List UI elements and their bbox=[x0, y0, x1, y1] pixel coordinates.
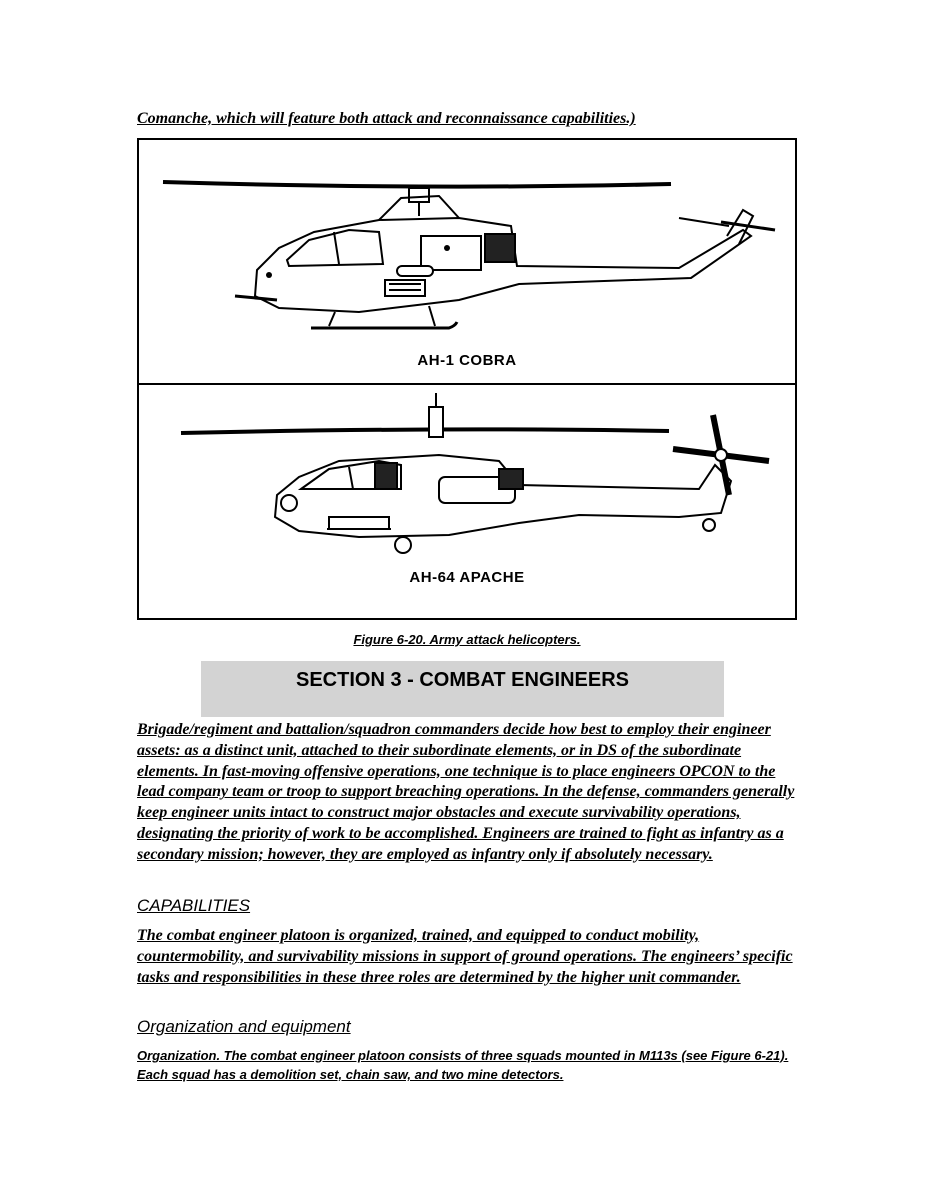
section-header bbox=[201, 661, 724, 717]
cobra-illustration bbox=[139, 140, 795, 383]
section-title: SECTION 3 - COMBAT ENGINEERS bbox=[296, 668, 629, 691]
figure-helicopters bbox=[137, 138, 797, 620]
figure-panel-apache bbox=[139, 385, 795, 618]
organization-heading: Organization and equipment bbox=[137, 1017, 351, 1036]
intro-paragraph: Brigade/regiment and battalion/squadron commanders decide how best to employ their engineer assets: as a distinct unit, attached to their subordinate elements, or in DS of the subordinate elements. In fast-moving offensive operations, one technique is to place engineers OPCON to the lead company team or troop to support breaching operations. In the defense, commanders generally keep engineer units intact to construct major obstacles and execute survivability operations, designating the priority of work to be accomplished. Engineers are trained to fight as infantry as a secondary mission; however, they are employed as infantry only if absolutely necessary. bbox=[137, 721, 795, 863]
organization-paragraph: Organization. The combat engineer platoon consists of three squads mounted in M113s (see Figure 6-21). Each squad has a demolition set, chain saw, and two mine detectors. bbox=[137, 1048, 789, 1082]
capabilities-heading: CAPABILITIES bbox=[137, 896, 251, 915]
cobra-label: AH-1 COBRA bbox=[417, 352, 517, 369]
figure-panel-cobra bbox=[139, 140, 795, 385]
capabilities-paragraph: The combat engineer platoon is organized, trained, and equipped to conduct mobility, countermobility, and survivability missions in support of ground operations. The engineers’ specific tasks and responsibilities in these three roles are determined by the higher unit commander. bbox=[137, 927, 793, 986]
figure-caption: Figure 6-20. Army attack helicopters. bbox=[353, 632, 581, 647]
lead-text: Comanche, which will feature both attack and reconnaissance capabilities.) bbox=[137, 110, 636, 127]
apache-label: AH-64 APACHE bbox=[409, 569, 525, 586]
